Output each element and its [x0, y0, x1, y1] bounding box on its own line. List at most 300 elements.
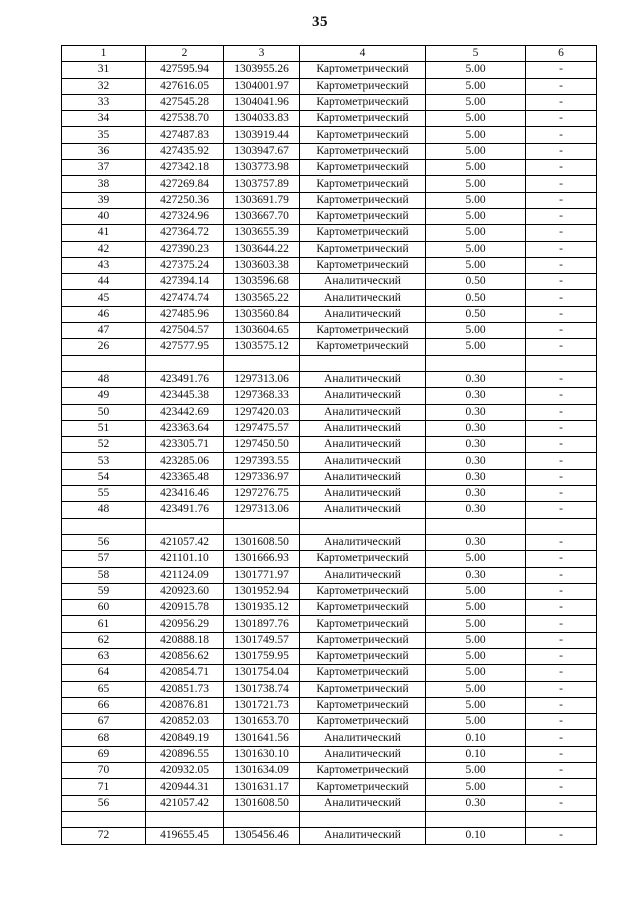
- y-coordinate-cell: 1301608.50: [224, 795, 300, 811]
- table-row: [62, 453, 597, 469]
- y-coordinate-cell: 1297313.06: [224, 502, 300, 518]
- x-coordinate-cell: 427342.18: [146, 160, 224, 176]
- x-coordinate-cell: 427485.96: [146, 306, 224, 322]
- accuracy-cell: 5.00: [426, 632, 526, 648]
- y-coordinate-cell: 1303655.39: [224, 225, 300, 241]
- point-number-cell: 43: [62, 257, 146, 273]
- accuracy-cell: 0.30: [426, 567, 526, 583]
- table-row: [62, 469, 597, 485]
- x-coordinate-cell: 427616.05: [146, 78, 224, 94]
- method-cell: Аналитический: [300, 388, 426, 404]
- accuracy-cell: 5.00: [426, 143, 526, 159]
- table-header-row: [62, 46, 597, 62]
- point-number-cell: 69: [62, 746, 146, 762]
- point-number-cell: 59: [62, 583, 146, 599]
- method-cell: Картометрический: [300, 763, 426, 779]
- table-row: [62, 192, 597, 208]
- x-coordinate-cell: 427269.84: [146, 176, 224, 192]
- accuracy-cell: 0.50: [426, 306, 526, 322]
- description-cell: -: [526, 94, 597, 110]
- point-number-cell: 49: [62, 388, 146, 404]
- table-row: [62, 502, 597, 518]
- point-number-cell: 37: [62, 160, 146, 176]
- y-coordinate-cell: 1301630.10: [224, 746, 300, 762]
- table-row: [62, 665, 597, 681]
- y-coordinate-cell: 1297393.55: [224, 453, 300, 469]
- y-coordinate-cell: 1305456.46: [224, 828, 300, 844]
- x-coordinate-cell: 420923.60: [146, 583, 224, 599]
- y-coordinate-cell: 1303565.22: [224, 290, 300, 306]
- point-number-cell: 40: [62, 208, 146, 224]
- table-row: [62, 567, 597, 583]
- x-coordinate-cell: 420876.81: [146, 697, 224, 713]
- x-coordinate-cell: 427435.92: [146, 143, 224, 159]
- point-number-cell: 61: [62, 616, 146, 632]
- description-cell: -: [526, 339, 597, 355]
- method-cell: Аналитический: [300, 453, 426, 469]
- description-cell: -: [526, 453, 597, 469]
- table-row: [62, 583, 597, 599]
- y-coordinate-cell: 1301754.04: [224, 665, 300, 681]
- table-row: [62, 648, 597, 664]
- y-coordinate-cell: 1297276.75: [224, 486, 300, 502]
- point-number-cell: 41: [62, 225, 146, 241]
- y-coordinate-cell: 1297313.06: [224, 371, 300, 387]
- method-cell: Картометрический: [300, 143, 426, 159]
- method-cell: Картометрический: [300, 62, 426, 78]
- point-number-cell: 67: [62, 714, 146, 730]
- accuracy-cell: 0.30: [426, 795, 526, 811]
- column-header: 6: [526, 46, 597, 62]
- accuracy-cell: 0.30: [426, 371, 526, 387]
- table-row: [62, 241, 597, 257]
- table-separator-row: [62, 355, 597, 371]
- table-row: [62, 404, 597, 420]
- table-row: [62, 160, 597, 176]
- accuracy-cell: 5.00: [426, 160, 526, 176]
- accuracy-cell: 5.00: [426, 600, 526, 616]
- method-cell: Картометрический: [300, 616, 426, 632]
- x-coordinate-cell: 423305.71: [146, 437, 224, 453]
- method-cell: Картометрический: [300, 779, 426, 795]
- method-cell: Картометрический: [300, 697, 426, 713]
- description-cell: -: [526, 404, 597, 420]
- point-number-cell: 64: [62, 665, 146, 681]
- x-coordinate-cell: 419655.45: [146, 828, 224, 844]
- x-coordinate-cell: 420856.62: [146, 648, 224, 664]
- description-cell: [526, 355, 597, 371]
- description-cell: -: [526, 274, 597, 290]
- method-cell: Аналитический: [300, 567, 426, 583]
- description-cell: -: [526, 437, 597, 453]
- table-row: [62, 225, 597, 241]
- method-cell: Картометрический: [300, 339, 426, 355]
- x-coordinate-cell: 420854.71: [146, 665, 224, 681]
- x-coordinate-cell: 427545.28: [146, 94, 224, 110]
- coordinates-table: [61, 45, 597, 845]
- description-cell: -: [526, 371, 597, 387]
- method-cell: Аналитический: [300, 534, 426, 550]
- table-row: [62, 143, 597, 159]
- y-coordinate-cell: 1303691.79: [224, 192, 300, 208]
- table-row: [62, 290, 597, 306]
- y-coordinate-cell: 1297450.50: [224, 437, 300, 453]
- y-coordinate-cell: 1301653.70: [224, 714, 300, 730]
- table-row: [62, 62, 597, 78]
- method-cell: Аналитический: [300, 437, 426, 453]
- x-coordinate-cell: 423491.76: [146, 371, 224, 387]
- table-row: [62, 779, 597, 795]
- y-coordinate-cell: [224, 518, 300, 534]
- accuracy-cell: [426, 518, 526, 534]
- column-header: 4: [300, 46, 426, 62]
- x-coordinate-cell: 427474.74: [146, 290, 224, 306]
- table-row: [62, 420, 597, 436]
- point-number-cell: 50: [62, 404, 146, 420]
- method-cell: Аналитический: [300, 795, 426, 811]
- point-number-cell: 54: [62, 469, 146, 485]
- y-coordinate-cell: 1301935.12: [224, 600, 300, 616]
- x-coordinate-cell: 427487.83: [146, 127, 224, 143]
- x-coordinate-cell: 421124.09: [146, 567, 224, 583]
- description-cell: -: [526, 551, 597, 567]
- point-number-cell: 47: [62, 323, 146, 339]
- accuracy-cell: 5.00: [426, 697, 526, 713]
- y-coordinate-cell: 1297420.03: [224, 404, 300, 420]
- method-cell: Картометрический: [300, 111, 426, 127]
- method-cell: Аналитический: [300, 469, 426, 485]
- x-coordinate-cell: 423285.06: [146, 453, 224, 469]
- y-coordinate-cell: 1301641.56: [224, 730, 300, 746]
- column-header: 3: [224, 46, 300, 62]
- point-number-cell: 26: [62, 339, 146, 355]
- method-cell: Аналитический: [300, 828, 426, 844]
- description-cell: -: [526, 714, 597, 730]
- accuracy-cell: 5.00: [426, 208, 526, 224]
- description-cell: -: [526, 828, 597, 844]
- description-cell: -: [526, 290, 597, 306]
- table-row: [62, 746, 597, 762]
- method-cell: Картометрический: [300, 632, 426, 648]
- point-number-cell: 72: [62, 828, 146, 844]
- description-cell: -: [526, 160, 597, 176]
- description-cell: -: [526, 306, 597, 322]
- description-cell: [526, 811, 597, 827]
- table-separator-row: [62, 811, 597, 827]
- description-cell: -: [526, 632, 597, 648]
- point-number-cell: 63: [62, 648, 146, 664]
- method-cell: Аналитический: [300, 404, 426, 420]
- description-cell: -: [526, 763, 597, 779]
- method-cell: [300, 355, 426, 371]
- x-coordinate-cell: 421057.42: [146, 795, 224, 811]
- y-coordinate-cell: 1301771.97: [224, 567, 300, 583]
- description-cell: -: [526, 665, 597, 681]
- point-number-cell: 70: [62, 763, 146, 779]
- y-coordinate-cell: 1297368.33: [224, 388, 300, 404]
- description-cell: -: [526, 323, 597, 339]
- description-cell: -: [526, 469, 597, 485]
- description-cell: -: [526, 779, 597, 795]
- description-cell: -: [526, 111, 597, 127]
- x-coordinate-cell: 427595.94: [146, 62, 224, 78]
- description-cell: -: [526, 208, 597, 224]
- accuracy-cell: 0.50: [426, 290, 526, 306]
- point-number-cell: 31: [62, 62, 146, 78]
- table-row: [62, 600, 597, 616]
- description-cell: -: [526, 62, 597, 78]
- y-coordinate-cell: [224, 811, 300, 827]
- description-cell: -: [526, 143, 597, 159]
- method-cell: Картометрический: [300, 257, 426, 273]
- y-coordinate-cell: 1297336.97: [224, 469, 300, 485]
- y-coordinate-cell: 1303667.70: [224, 208, 300, 224]
- point-number-cell: 48: [62, 502, 146, 518]
- x-coordinate-cell: [146, 518, 224, 534]
- description-cell: -: [526, 192, 597, 208]
- accuracy-cell: 0.30: [426, 420, 526, 436]
- description-cell: -: [526, 730, 597, 746]
- point-number-cell: 58: [62, 567, 146, 583]
- y-coordinate-cell: 1301897.76: [224, 616, 300, 632]
- table-row: [62, 437, 597, 453]
- description-cell: -: [526, 583, 597, 599]
- x-coordinate-cell: 421057.42: [146, 534, 224, 550]
- method-cell: Картометрический: [300, 648, 426, 664]
- y-coordinate-cell: 1303644.22: [224, 241, 300, 257]
- point-number-cell: 36: [62, 143, 146, 159]
- point-number-cell: 48: [62, 371, 146, 387]
- x-coordinate-cell: 427324.96: [146, 208, 224, 224]
- description-cell: -: [526, 534, 597, 550]
- point-number-cell: 51: [62, 420, 146, 436]
- accuracy-cell: 5.00: [426, 323, 526, 339]
- table-row: [62, 828, 597, 844]
- method-cell: Картометрический: [300, 241, 426, 257]
- table-body: [62, 62, 597, 844]
- x-coordinate-cell: 427504.57: [146, 323, 224, 339]
- x-coordinate-cell: 421101.10: [146, 551, 224, 567]
- table-row: [62, 795, 597, 811]
- description-cell: -: [526, 681, 597, 697]
- accuracy-cell: 5.00: [426, 714, 526, 730]
- method-cell: Картометрический: [300, 600, 426, 616]
- x-coordinate-cell: 420956.29: [146, 616, 224, 632]
- x-coordinate-cell: 423416.46: [146, 486, 224, 502]
- method-cell: Картометрический: [300, 192, 426, 208]
- table-row: [62, 323, 597, 339]
- accuracy-cell: 0.10: [426, 730, 526, 746]
- y-coordinate-cell: 1301738.74: [224, 681, 300, 697]
- method-cell: Картометрический: [300, 681, 426, 697]
- table-row: [62, 681, 597, 697]
- point-number-cell: 34: [62, 111, 146, 127]
- method-cell: Картометрический: [300, 127, 426, 143]
- accuracy-cell: 5.00: [426, 225, 526, 241]
- method-cell: [300, 518, 426, 534]
- description-cell: -: [526, 697, 597, 713]
- point-number-cell: [62, 811, 146, 827]
- x-coordinate-cell: [146, 355, 224, 371]
- accuracy-cell: 5.00: [426, 779, 526, 795]
- x-coordinate-cell: 427390.23: [146, 241, 224, 257]
- point-number-cell: 39: [62, 192, 146, 208]
- accuracy-cell: 0.30: [426, 388, 526, 404]
- accuracy-cell: 5.00: [426, 111, 526, 127]
- x-coordinate-cell: 427364.72: [146, 225, 224, 241]
- table-row: [62, 127, 597, 143]
- y-coordinate-cell: 1301631.17: [224, 779, 300, 795]
- description-cell: -: [526, 257, 597, 273]
- method-cell: Аналитический: [300, 746, 426, 762]
- x-coordinate-cell: 420852.03: [146, 714, 224, 730]
- point-number-cell: 46: [62, 306, 146, 322]
- point-number-cell: 66: [62, 697, 146, 713]
- point-number-cell: 71: [62, 779, 146, 795]
- point-number-cell: 68: [62, 730, 146, 746]
- accuracy-cell: [426, 355, 526, 371]
- x-coordinate-cell: 420849.19: [146, 730, 224, 746]
- description-cell: -: [526, 388, 597, 404]
- point-number-cell: 55: [62, 486, 146, 502]
- y-coordinate-cell: 1301608.50: [224, 534, 300, 550]
- x-coordinate-cell: 420944.31: [146, 779, 224, 795]
- accuracy-cell: 5.00: [426, 616, 526, 632]
- method-cell: [300, 811, 426, 827]
- table-row: [62, 257, 597, 273]
- point-number-cell: 32: [62, 78, 146, 94]
- point-number-cell: 33: [62, 94, 146, 110]
- accuracy-cell: 5.00: [426, 127, 526, 143]
- column-header: 2: [146, 46, 224, 62]
- table-row: [62, 730, 597, 746]
- accuracy-cell: 0.10: [426, 746, 526, 762]
- accuracy-cell: 5.00: [426, 583, 526, 599]
- y-coordinate-cell: 1303947.67: [224, 143, 300, 159]
- table-separator-row: [62, 518, 597, 534]
- table-row: [62, 534, 597, 550]
- column-header: 1: [62, 46, 146, 62]
- method-cell: Картометрический: [300, 78, 426, 94]
- point-number-cell: 57: [62, 551, 146, 567]
- accuracy-cell: 0.30: [426, 437, 526, 453]
- y-coordinate-cell: 1303757.89: [224, 176, 300, 192]
- page-number: 35: [312, 14, 328, 30]
- point-number-cell: 35: [62, 127, 146, 143]
- table-row: [62, 208, 597, 224]
- point-number-cell: 62: [62, 632, 146, 648]
- description-cell: -: [526, 78, 597, 94]
- accuracy-cell: 0.10: [426, 828, 526, 844]
- table-row: [62, 632, 597, 648]
- x-coordinate-cell: 423491.76: [146, 502, 224, 518]
- method-cell: Картометрический: [300, 94, 426, 110]
- y-coordinate-cell: 1301666.93: [224, 551, 300, 567]
- table-row: [62, 371, 597, 387]
- point-number-cell: 42: [62, 241, 146, 257]
- y-coordinate-cell: 1304001.97: [224, 78, 300, 94]
- description-cell: -: [526, 176, 597, 192]
- description-cell: -: [526, 225, 597, 241]
- x-coordinate-cell: 423363.64: [146, 420, 224, 436]
- y-coordinate-cell: 1303596.68: [224, 274, 300, 290]
- y-coordinate-cell: 1301721.73: [224, 697, 300, 713]
- method-cell: Аналитический: [300, 274, 426, 290]
- method-cell: Картометрический: [300, 665, 426, 681]
- method-cell: Аналитический: [300, 420, 426, 436]
- accuracy-cell: 5.00: [426, 551, 526, 567]
- table-row: [62, 616, 597, 632]
- method-cell: Аналитический: [300, 486, 426, 502]
- table-row: [62, 714, 597, 730]
- accuracy-cell: 0.30: [426, 534, 526, 550]
- method-cell: Картометрический: [300, 225, 426, 241]
- y-coordinate-cell: 1303560.84: [224, 306, 300, 322]
- accuracy-cell: 0.30: [426, 502, 526, 518]
- accuracy-cell: 5.00: [426, 339, 526, 355]
- accuracy-cell: 0.30: [426, 486, 526, 502]
- method-cell: Картометрический: [300, 551, 426, 567]
- y-coordinate-cell: 1303773.98: [224, 160, 300, 176]
- point-number-cell: [62, 355, 146, 371]
- method-cell: Картометрический: [300, 160, 426, 176]
- accuracy-cell: 5.00: [426, 94, 526, 110]
- accuracy-cell: 0.30: [426, 469, 526, 485]
- accuracy-cell: 5.00: [426, 192, 526, 208]
- accuracy-cell: 0.30: [426, 404, 526, 420]
- table-row: [62, 274, 597, 290]
- accuracy-cell: 5.00: [426, 241, 526, 257]
- table-row: [62, 697, 597, 713]
- table-row: [62, 486, 597, 502]
- x-coordinate-cell: 423445.38: [146, 388, 224, 404]
- y-coordinate-cell: 1304041.96: [224, 94, 300, 110]
- y-coordinate-cell: 1304033.83: [224, 111, 300, 127]
- method-cell: Картометрический: [300, 176, 426, 192]
- accuracy-cell: 5.00: [426, 681, 526, 697]
- method-cell: Аналитический: [300, 290, 426, 306]
- method-cell: Картометрический: [300, 714, 426, 730]
- y-coordinate-cell: 1303955.26: [224, 62, 300, 78]
- point-number-cell: 38: [62, 176, 146, 192]
- point-number-cell: 53: [62, 453, 146, 469]
- accuracy-cell: [426, 811, 526, 827]
- description-cell: -: [526, 486, 597, 502]
- y-coordinate-cell: 1303604.65: [224, 323, 300, 339]
- x-coordinate-cell: 420932.05: [146, 763, 224, 779]
- method-cell: Аналитический: [300, 730, 426, 746]
- method-cell: Аналитический: [300, 306, 426, 322]
- x-coordinate-cell: [146, 811, 224, 827]
- x-coordinate-cell: 420915.78: [146, 600, 224, 616]
- y-coordinate-cell: 1297475.57: [224, 420, 300, 436]
- table-row: [62, 388, 597, 404]
- description-cell: -: [526, 600, 597, 616]
- x-coordinate-cell: 420851.73: [146, 681, 224, 697]
- description-cell: -: [526, 567, 597, 583]
- point-number-cell: 52: [62, 437, 146, 453]
- description-cell: -: [526, 746, 597, 762]
- y-coordinate-cell: 1303575.12: [224, 339, 300, 355]
- description-cell: -: [526, 241, 597, 257]
- table-row: [62, 94, 597, 110]
- table-row: [62, 78, 597, 94]
- table-row: [62, 306, 597, 322]
- description-cell: -: [526, 127, 597, 143]
- description-cell: -: [526, 420, 597, 436]
- table-row: [62, 339, 597, 355]
- method-cell: Картометрический: [300, 323, 426, 339]
